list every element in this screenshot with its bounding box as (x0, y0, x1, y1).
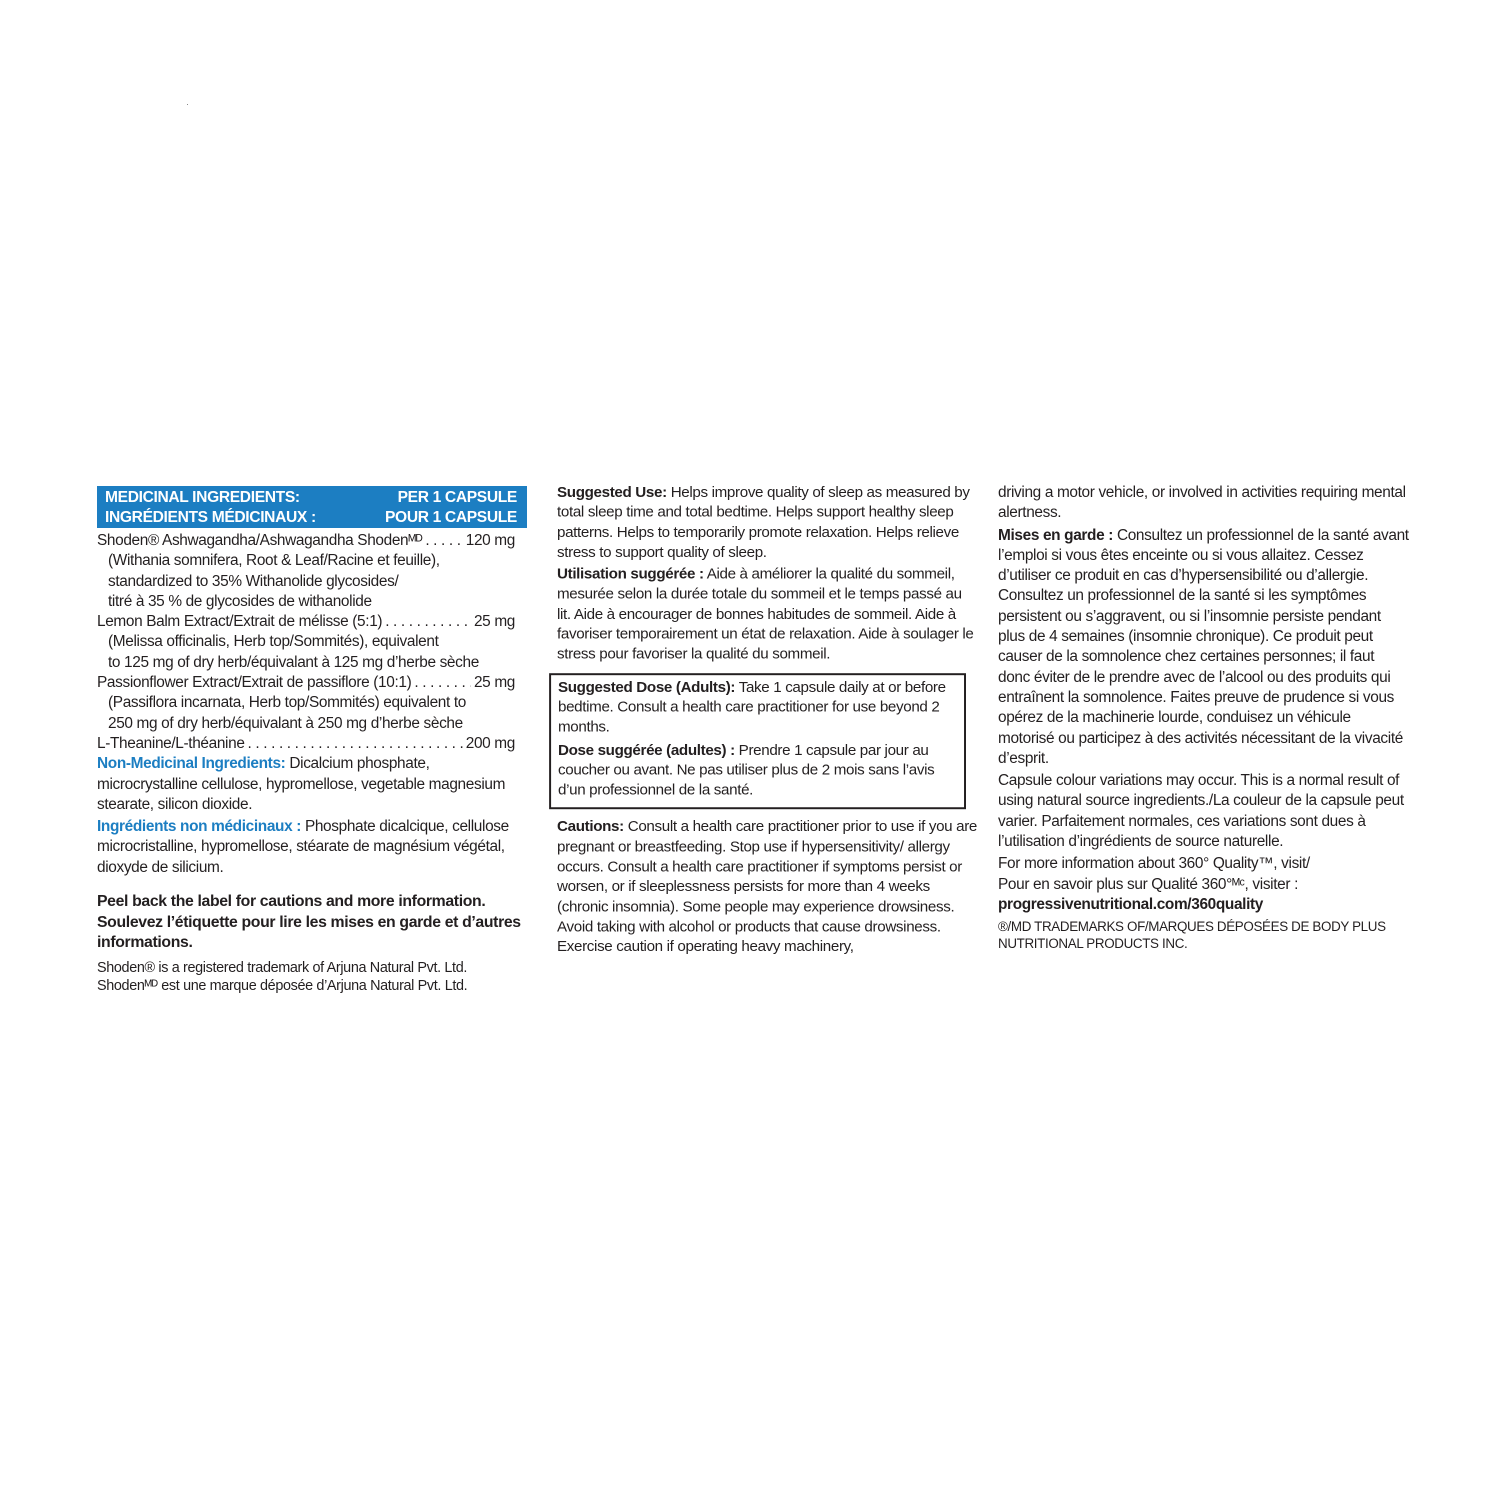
cautions-label: Cautions: (557, 818, 624, 836)
ingredients-header (97, 486, 527, 528)
trademark-note (97, 959, 527, 996)
mises-en-garde-label: Mises en garde : (998, 526, 1114, 544)
trademark-line-fr: Shodenᴹᴰ est une marque déposée d’Arjuna Natural Pvt. Ltd. (97, 978, 468, 995)
ingredient-detail: 250 mg of dry herb/équivalant à 250 mg d’herbe sèche (108, 714, 463, 732)
header-title-fr: INGRÉDIENTS MÉDICINAUX : (105, 508, 316, 526)
dot-leader (414, 673, 471, 693)
header-per-en: PER 1 CAPSULE (397, 489, 517, 506)
more-info (998, 854, 1410, 915)
stray-dot (187, 104, 188, 105)
suggested-use-label-en: Suggested Use: (557, 483, 667, 501)
non-medicinal-en (97, 754, 527, 815)
dot-leader (385, 612, 471, 632)
dose-label-en: Suggested Dose (Adults): (557, 678, 736, 696)
footer-trademark: ®/MD TRADEMARKS OF/MARQUES DÉPOSÉES DE BODY PLUS NUTRITIONAL PRODUCTS INC. (998, 919, 1386, 952)
ingredients-column (97, 486, 527, 996)
non-medicinal-label-fr: Ingrédients non médicinaux : (97, 818, 301, 836)
ingredient-lemon-balm (97, 612, 527, 673)
trademark-line-en: Shoden® is a registered trademark of Arjuna Natural Pvt. Ltd. (97, 959, 468, 976)
ingredient-detail: (Passiflora incarnata, Herb top/Sommités) equivalent to (108, 694, 466, 712)
ingredient-detail: (Melissa officinalis, Herb top/Sommités), equivalent (108, 633, 439, 651)
suggested-use-label-fr: Utilisation suggérée : (557, 565, 704, 583)
dose-fr (558, 741, 964, 801)
suggested-use-fr (557, 565, 979, 665)
non-medicinal-text-fr: Phosphate dicalcique, cellulose microcristalline, hypromellose, stéarate de magnésium végétal, dioxyde de silicium. (97, 818, 509, 876)
capsule-colour-note: Capsule colour variations may occur. This is a normal result of using natural source ingredients./La couleur de la capsule peut varier. Parfaitement normales, ces variations sont dues à l’utilisation d’ingrédients de source naturelle. (998, 772, 1404, 851)
ingredient-list (97, 531, 527, 754)
ingredient-theanine (97, 734, 527, 754)
mises-en-garde (998, 526, 1410, 770)
non-medicinal-text-en: Dicalcium phosphate, microcrystalline cellulose, hypromellose, vegetable magnesium stearate, silicon dioxide. (97, 755, 506, 813)
ingredient-ashwagandha (97, 531, 527, 612)
cautions-text: Consult a health care practitioner prior to use if you are pregnant or breastfeeding. Stop use if hypersensitivity/ allergy occurs. Consult a health care practitioner if symptoms persist or worsen, or if sleeplessness persists for more than 4 weeks (chronic insomnia). Some people may experience drowsiness. Avoid taking with alcohol or products that cause drowsiness. Exercise caution if operating heavy machinery, (557, 818, 978, 956)
more-info-line-en: For more information about 360° Quality™, visit/ (998, 855, 1310, 873)
ingredient-detail: (Withania somnifera, Root & Leaf/Racine et feuille), (108, 552, 440, 570)
warnings-column (998, 483, 1410, 952)
ingredient-detail: standardized to 35% Withanolide glycosides/ (108, 572, 399, 590)
dose-box (549, 673, 966, 810)
suggested-use-text-fr: Aide à améliorer la qualité du sommeil, mesurée selon la durée totale du sommeil et le temps passé au lit. Aide à encourager de bonnes habitudes de sommeil. Aide à favoriser temporairement un état de relaxation. Aide à soulager le stress pour favoriser la qualité du sommeil. (557, 565, 974, 663)
ingredient-detail: to 125 mg of dry herb/équivalant à 125 mg d’herbe sèche (108, 653, 479, 671)
ingredient-amount: 200 mg (465, 734, 515, 752)
non-medicinal-label-en: Non-Medicinal Ingredients: (97, 755, 286, 773)
dot-leader (425, 531, 462, 551)
dose-en (558, 678, 964, 738)
ingredient-detail: titré à 35 % de glycosides de withanolide (108, 592, 372, 610)
ingredient-amount: 25 mg (473, 674, 515, 692)
cautions-continued: driving a motor vehicle, or involved in activities requiring mental alertness. (998, 484, 1406, 522)
ingredient-amount: 120 mg (465, 532, 515, 549)
dose-text-fr: Prendre 1 capsule par jour au coucher ou avant. Ne pas utiliser plus de 2 mois sans l’avis d’un professionnel de la santé. (557, 741, 935, 799)
suggested-use-en (557, 483, 979, 563)
peel-back-notice: Peel back the label for cautions and more information. Soulevez l’étiquette pour lire les mises en garde et d’autres informations. (97, 893, 521, 952)
suggested-use-text-en: Helps improve quality of sleep as measured by total sleep time and total bedtime. Helps support healthy sleep patterns. Helps to temporarily promote relaxation. Helps relieve stress to support quality of sleep. (557, 483, 970, 561)
header-title-en: MEDICINAL INGREDIENTS: (105, 489, 300, 506)
non-medicinal-fr (97, 817, 527, 878)
header-per-fr: POUR 1 CAPSULE (384, 508, 517, 526)
quality-url: progressivenutritional.com/360quality (998, 895, 1264, 913)
dose-label-fr: Dose suggérée (adultes) : (557, 741, 735, 759)
dot-leader (248, 734, 463, 754)
ingredient-name: L-Theanine/L-théanine (97, 734, 245, 752)
ingredient-name: Lemon Balm Extract/Extrait de mélisse (5:1) (97, 613, 383, 631)
dose-text-en: Take 1 capsule daily at or before bedtime. Consult a health care practitioner for use beyond 2 months. (557, 678, 946, 736)
ingredient-name: Shoden® Ashwagandha/Ashwagandha Shodenᴹᴰ (97, 532, 423, 549)
cautions (557, 818, 979, 958)
ingredient-name: Passionflower Extract/Extrait de passiflore (10:1) (97, 674, 412, 692)
more-info-line-fr: Pour en savoir plus sur Qualité 360°ᴹᶜ, visiter : (998, 875, 1298, 893)
ingredient-amount: 25 mg (473, 613, 515, 631)
mises-en-garde-text: Consultez un professionnel de la santé avant l’emploi si vous êtes enceinte ou si vous allaitez. Cessez d’utiliser ce produit en cas d’hypersensibilité ou d’allergie. Consultez un professionnel de la santé si les symptômes persistent ou s’aggravent, ou si l’insomnie persiste pendant plus de 4 semaines (insomnie chronique). Ce produit peut causer de la somnolence chez certaines personnes; il faut donc éviter de le prendre avec de l’alcool ou des produits qui entraînent la somnolence. Faites preuve de prudence si vous opérez de la machinerie lourde, conduisez un véhicule motorisé ou participez à des activités nécessitant de la vivacité d’esprit. (998, 526, 1409, 767)
ingredient-passionflower (97, 673, 527, 734)
directions-column (557, 483, 979, 960)
